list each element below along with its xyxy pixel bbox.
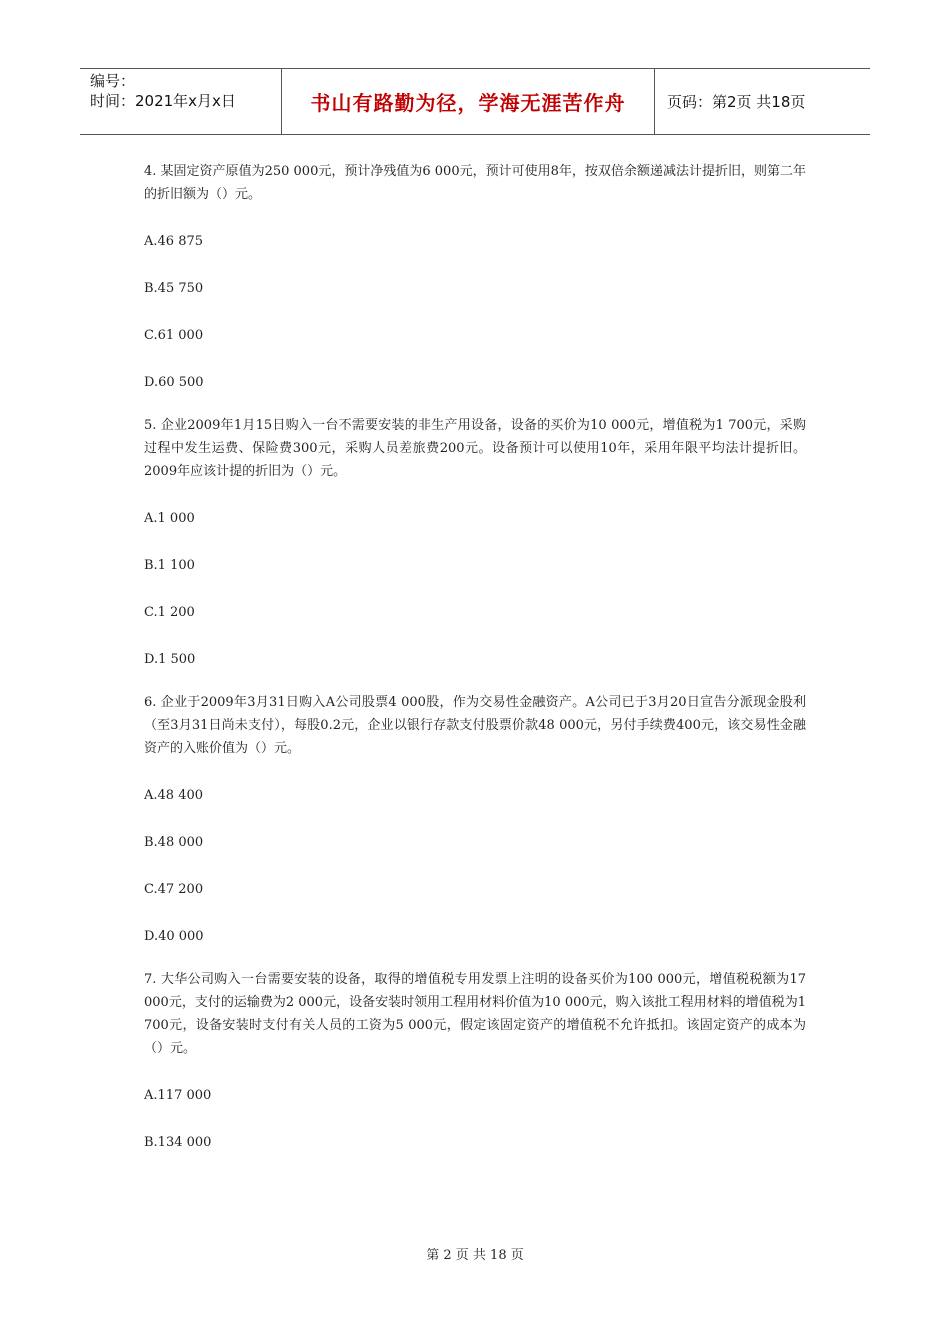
question-4-option-c: C.61 000 xyxy=(144,328,204,343)
question-5-option-b: B.1 100 xyxy=(144,558,195,573)
question-7-text: 7. 大华公司购入一台需要安装的设备，取得的增值税专用发票上注明的设备买价为100 000元，增值税税额为17 000元，支付的运输费为2 000元，设备安装时领用工程用材料价值为10 000元，购入该批工程用材料的增值税为1 700元，设备安装时支付有关人员的工资为5 000元，假定该固定资产的增值税不允许抵扣。该固定资产的成本为（）元。 xyxy=(144,972,806,1056)
header-page-info: 页码：第2页 共18页 xyxy=(667,93,806,111)
question-7-option-b: B.134 000 xyxy=(144,1135,212,1150)
question-5-option-d: D.1 500 xyxy=(144,652,196,667)
question-5-option-c: C.1 200 xyxy=(144,605,195,620)
serial-label: 编号： xyxy=(90,72,136,90)
question-4-option-d: D.60 500 xyxy=(144,375,204,390)
question-5-option-a: A.1 000 xyxy=(144,511,195,526)
question-4-option-a: A.46 875 xyxy=(144,234,204,249)
question-5-text: 5. 企业2009年1月15日购入一台不需要安装的非生产用设备，设备的买价为10 000元，增值税为1 700元，采购过程中发生运费、保险费300元，采购人员差旅费200元。设备预计可以使用10年，采用年限平均法计提折旧。2009年应该计提的折旧为（）元。 xyxy=(144,418,806,479)
header-meta xyxy=(80,69,282,134)
page-header xyxy=(80,68,870,135)
page-footer: 第 2 页 共 18 页 xyxy=(426,1248,524,1263)
question-6-option-d: D.40 000 xyxy=(144,929,204,944)
question-list xyxy=(144,160,806,1153)
header-motto: 书山有路勤为径，学海无涯苦作舟 xyxy=(282,69,655,134)
question-6-option-a: A.48 400 xyxy=(144,788,204,803)
question-6-option-c: C.47 200 xyxy=(144,882,204,897)
question-7-option-a: A.117 000 xyxy=(144,1088,212,1103)
question-6-text: 6. 企业于2009年3月31日购入A公司股票4 000股，作为交易性金融资产。A公司已于3月20日宣告分派现金股利（至3月31日尚未支付），每股0.2元，企业以银行存款支付股票价款48 000元，另付手续费400元，该交易性金融资产的入账价值为（）元。 xyxy=(144,695,806,756)
question-4-text: 4. 某固定资产原值为250 000元，预计净残值为6 000元，预计可使用8年，按双倍余额递减法计提折旧，则第二年的折旧额为（）元。 xyxy=(144,164,806,202)
time-label: 时间：2021年x月x日 xyxy=(90,92,236,110)
question-4-option-b: B.45 750 xyxy=(144,281,204,296)
question-6-option-b: B.48 000 xyxy=(144,835,204,850)
